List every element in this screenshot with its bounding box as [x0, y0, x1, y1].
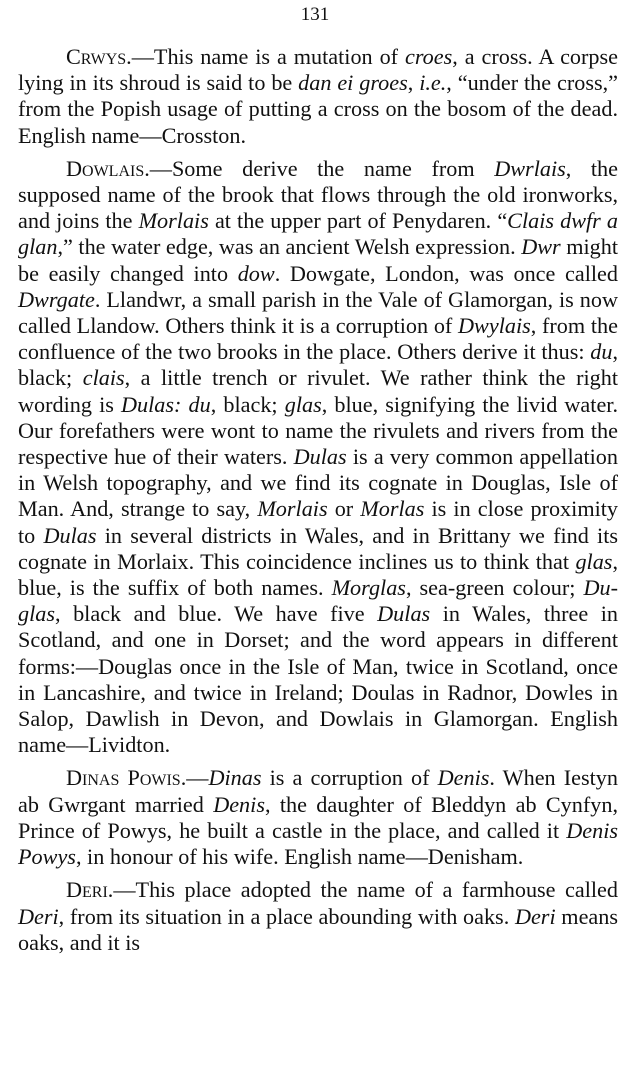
italic-term: Dwrgate — [18, 286, 95, 312]
italic-term: Morlas — [360, 496, 425, 522]
body-text: , black; — [18, 339, 618, 391]
entry-heading: Deri — [66, 877, 108, 903]
italic-term: Dulas — [293, 444, 347, 470]
body-text: , in honour of his wife. English name—Denisham. — [75, 844, 524, 870]
italic-term: Dwrlais — [494, 155, 566, 181]
entry-paragraph-crwys — [18, 44, 618, 149]
italic-term: Dwr — [521, 234, 561, 260]
italic-term: dow — [237, 260, 275, 286]
body-text: , the daughter of Bleddyn ab Cynfyn, Prince of Powys, he built a castle in the place, and called it — [18, 791, 618, 843]
italic-term: Dulas — [377, 601, 431, 627]
italic-term: Clais dwfr a glan — [18, 208, 618, 260]
entry-heading: Dowlais — [66, 155, 145, 181]
body-text: is in close proximity to — [18, 496, 618, 548]
body-text: , black and blue. We have five — [55, 601, 378, 627]
italic-term: glas — [284, 391, 322, 417]
entry-paragraph-dowlais — [18, 156, 618, 759]
body-text: , from its situation in a place abounding with oaks. — [58, 903, 515, 929]
italic-term: Morlais — [138, 208, 209, 234]
body-text: is a very common appellation in Welsh topography, and we find its cognate in Douglas, Isle of Man. And, strange to say, — [18, 444, 618, 522]
body-text: in several districts in Wales, and in Brittany we find its cognate in Morlaix. This coincidence inclines us to think that — [18, 522, 618, 574]
body-text: or — [327, 496, 361, 522]
body-text: .—This name is a mutation of — [126, 44, 405, 69]
body-text: , a little trench or rivulet. We rather think the right wording is — [18, 365, 618, 417]
body-text: , blue, is the suffix of both names. — [18, 548, 618, 601]
italic-term: croes — [404, 44, 453, 69]
italic-term: glas — [575, 548, 613, 574]
italic-term: Dulas: du — [121, 391, 211, 417]
italic-term: Denis — [213, 791, 265, 817]
body-text: , — [407, 70, 420, 96]
body-text: , black; — [210, 391, 285, 417]
body-text: at the upper part of Penydaren. “ — [208, 208, 508, 234]
body-text: .— — [180, 765, 209, 791]
italic-term: Du-glas — [18, 575, 619, 627]
body-text: , sea-green colour; — [405, 575, 584, 601]
body-text: , “under the cross,” from the Popish usage of putting a cross on the bosom of the dead. English name—Crosston. — [18, 70, 619, 148]
body-text: is a corruption of — [261, 765, 438, 791]
body-text: .—Some derive the name from — [144, 155, 495, 181]
entry-paragraph-dinas-powis — [18, 765, 618, 870]
italic-term: Deri — [18, 903, 59, 929]
body-text: , a cross. A corpse lying in its shroud is said to be — [18, 44, 618, 96]
body-text: might be easily changed into — [18, 234, 618, 286]
italic-term: Morglas — [331, 575, 406, 601]
italic-term: Dwylais — [458, 313, 531, 339]
body-text: in Wales, three in Scotland, and one in Dorset; and the word appears in different forms:—Douglas once in the Isle of Man, twice in Scotland, once in Lancashire, and twice in Ireland; Doulas in Radnor, Dowles in Salop, Dawlish in Devon, and Dowlais in Glamorgan. English name—Lividton. — [18, 601, 618, 758]
body-text: means oaks, and it is — [18, 903, 618, 955]
body-text: . When Iestyn ab Gwrgant married — [18, 765, 618, 817]
italic-term: Dinas — [208, 765, 262, 791]
body-text: . Llandwr, a small parish in the Vale of Glamorgan, is now called Llandow. Others think it is a corruption of — [18, 286, 618, 339]
italic-term: dan ei groes — [298, 70, 408, 96]
entry-paragraph-deri — [18, 877, 618, 956]
body-text: , blue, signifying the livid water. Our forefathers were wont to name the rivulets and rivers from the respective hue of their waters. — [18, 391, 619, 470]
body-text: , from the confluence of the two brooks in the place. Others derive it thus: — [18, 313, 618, 365]
body-text: .—This place adopted the name of a farmhouse called — [107, 877, 618, 903]
page-body — [18, 44, 618, 963]
body-text: ,” the water edge, was an ancient Welsh expression. — [57, 234, 522, 260]
italic-term: Denis Powys — [18, 817, 618, 870]
italic-term: Dulas — [43, 522, 97, 548]
page-number: 131 — [300, 4, 330, 25]
italic-term: du — [590, 339, 613, 365]
body-text: . Dowgate, London, was once called — [274, 260, 618, 286]
entry-heading: Dinas Powis — [66, 765, 181, 791]
italic-term: i.e. — [419, 70, 447, 96]
body-text: , the supposed name of the brook that flows through the old ironworks, and joins the — [18, 155, 619, 234]
italic-term: Morlais — [257, 496, 328, 522]
italic-term: clais — [82, 365, 125, 391]
italic-term: Denis — [437, 765, 490, 791]
entry-heading: Crwys — [66, 44, 127, 69]
italic-term: Deri — [514, 903, 556, 929]
